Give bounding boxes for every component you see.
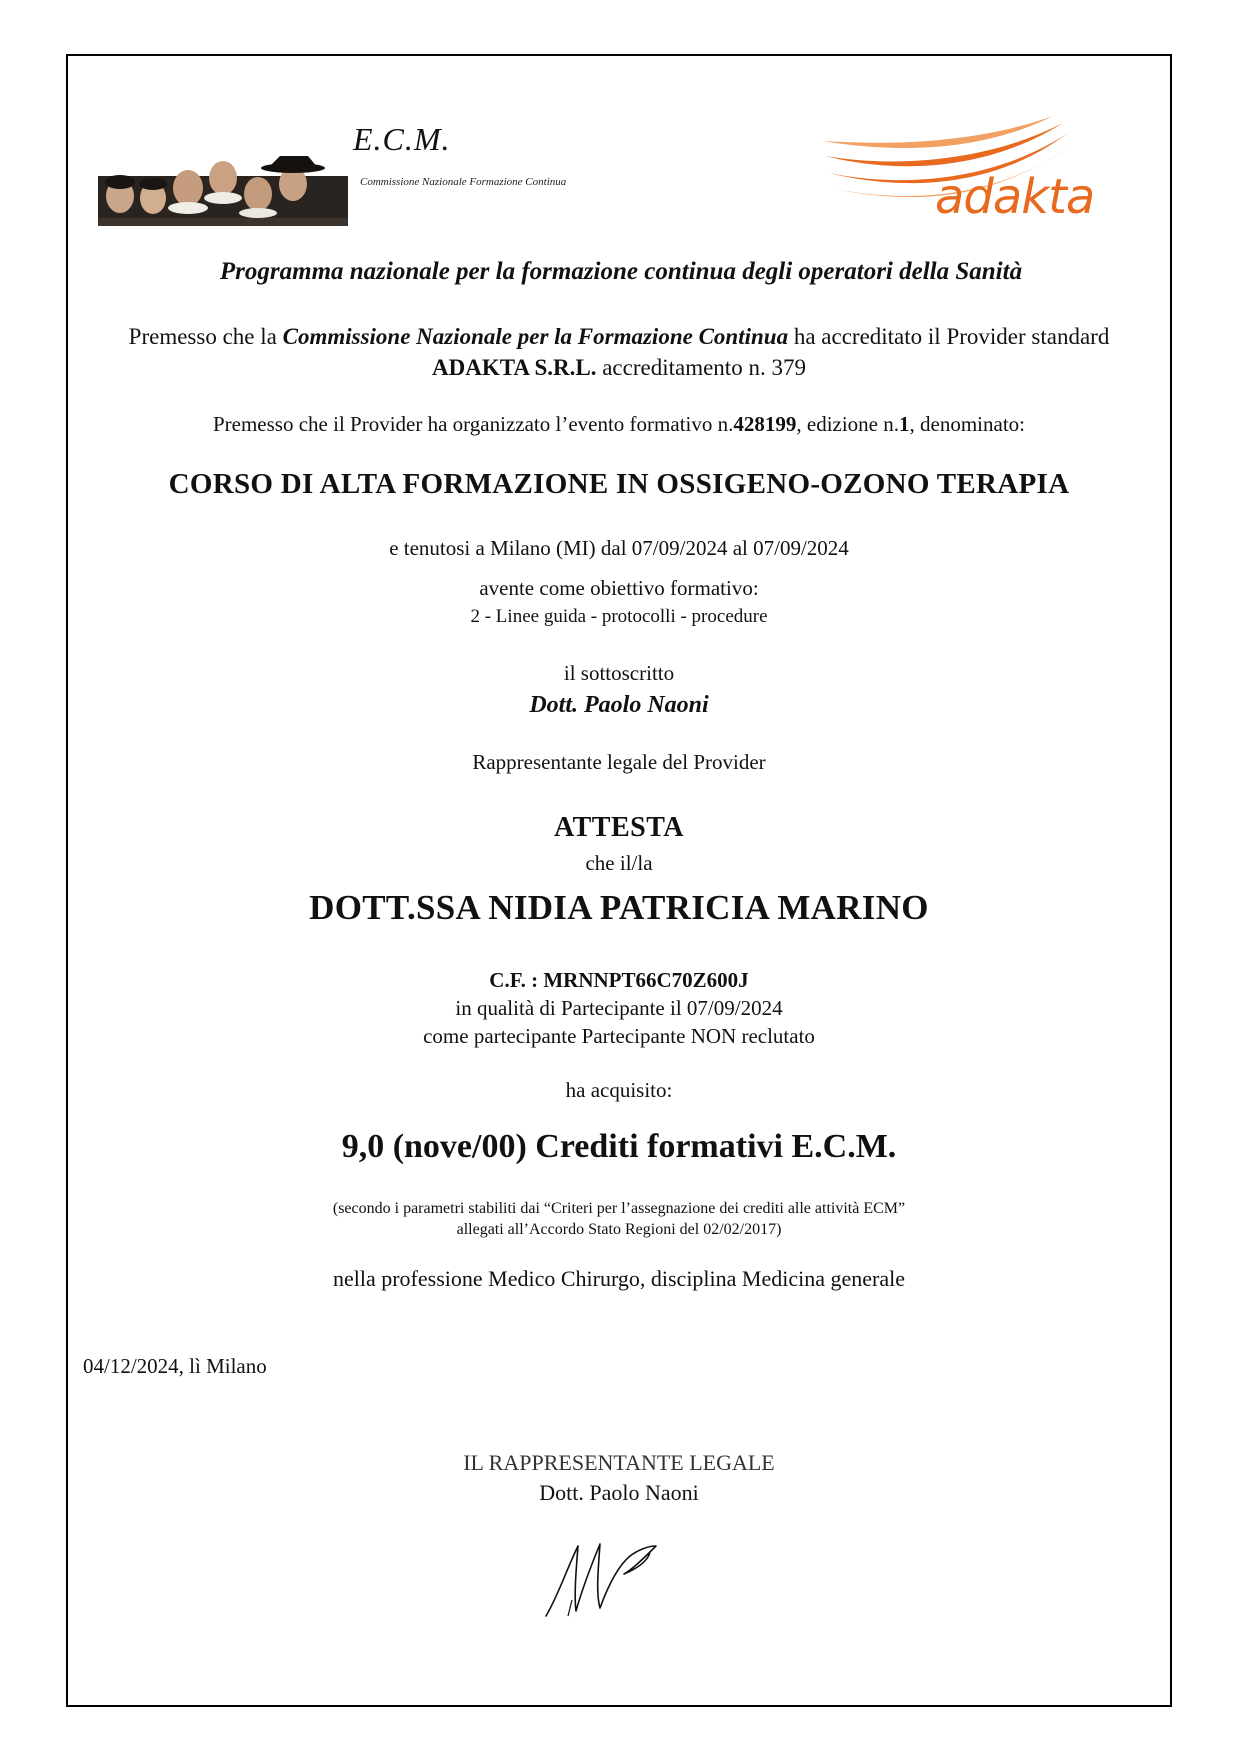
participation-line: come partecipante Partecipante NON reclutato — [423, 1024, 815, 1048]
objective-label: avente come obiettivo formativo: — [479, 576, 759, 600]
course-title: CORSO DI ALTA FORMAZIONE IN OSSIGENO-OZONO TERAPIA — [168, 468, 1070, 500]
event-number: 428199 — [733, 412, 797, 436]
premise-commission — [68, 324, 1170, 350]
ecm-logo-portraits-icon — [98, 116, 348, 226]
handwritten-signature-icon — [538, 1516, 698, 1626]
ecm-logo-title: E.C.M. — [353, 121, 451, 157]
adakta-logo — [823, 111, 1143, 241]
accreditation-number: accreditamento n. 379 — [596, 355, 806, 380]
course-dates: e tenutosi a Milano (MI) dal 07/09/2024 al 07/09/2024 — [389, 536, 849, 560]
premise-prefix: Premesso che la — [128, 324, 283, 349]
quality-line: in qualità di Partecipante il 07/09/2024 — [455, 996, 783, 1020]
commission-name: Commissione Nazionale per la Formazione Continua — [282, 324, 789, 349]
objective-value: 2 - Linee guida - protocolli - procedure — [470, 606, 768, 627]
fiscal-code: C.F. : MRNNPT66C70Z600J — [489, 968, 749, 992]
signature-title: IL RAPPRESENTANTE LEGALE — [463, 1450, 775, 1475]
provider-name: ADAKTA S.R.L. — [432, 355, 597, 380]
representative-role: Rappresentante legale del Provider — [472, 750, 766, 774]
program-title: Programma nazionale per la formazione continua degli operatori della Sanità — [219, 258, 1023, 285]
premise-suffix: ha accreditato il Provider standard — [788, 324, 1110, 349]
participant-name: DOTT.SSA NIDIA PATRICIA MARINO — [309, 888, 929, 927]
edition-number: 1 — [899, 412, 910, 436]
event-middle: , edizione n. — [796, 412, 900, 436]
acquired-label: ha acquisito: — [565, 1078, 673, 1102]
attesta-heading: ATTESTA — [553, 812, 685, 843]
premise-event — [68, 412, 1170, 437]
adakta-logo-text: adakta — [935, 169, 1095, 225]
ecm-logo — [98, 116, 648, 226]
note-line-1: (secondo i parametri stabiliti dai “Criteri per l’assegnazione dei crediti alle attività ECM” — [332, 1200, 906, 1217]
event-suffix: , denominato: — [909, 412, 1025, 436]
undersigned-label: il sottoscritto — [563, 661, 675, 685]
date-place: 04/12/2024, lì Milano — [83, 1354, 267, 1378]
undersigned-name: Dott. Paolo Naoni — [529, 692, 709, 718]
che-il-la: che il/la — [585, 851, 653, 875]
event-prefix: Premesso che il Provider ha organizzato l’evento formativo n. — [212, 412, 734, 436]
certificate-frame — [66, 54, 1172, 1707]
premise-provider — [68, 355, 1170, 381]
profession-line: nella professione Medico Chirurgo, disciplina Medicina generale — [332, 1266, 906, 1291]
credits-line: 9,0 (nove/00) Crediti formativi E.C.M. — [341, 1128, 897, 1165]
ecm-logo-subtitle: Commissione Nazionale Formazione Continua — [360, 176, 567, 188]
note-line-2: allegati all’Accordo Stato Regioni del 02/02/2017) — [456, 1221, 782, 1238]
signature-name: Dott. Paolo Naoni — [539, 1480, 699, 1505]
